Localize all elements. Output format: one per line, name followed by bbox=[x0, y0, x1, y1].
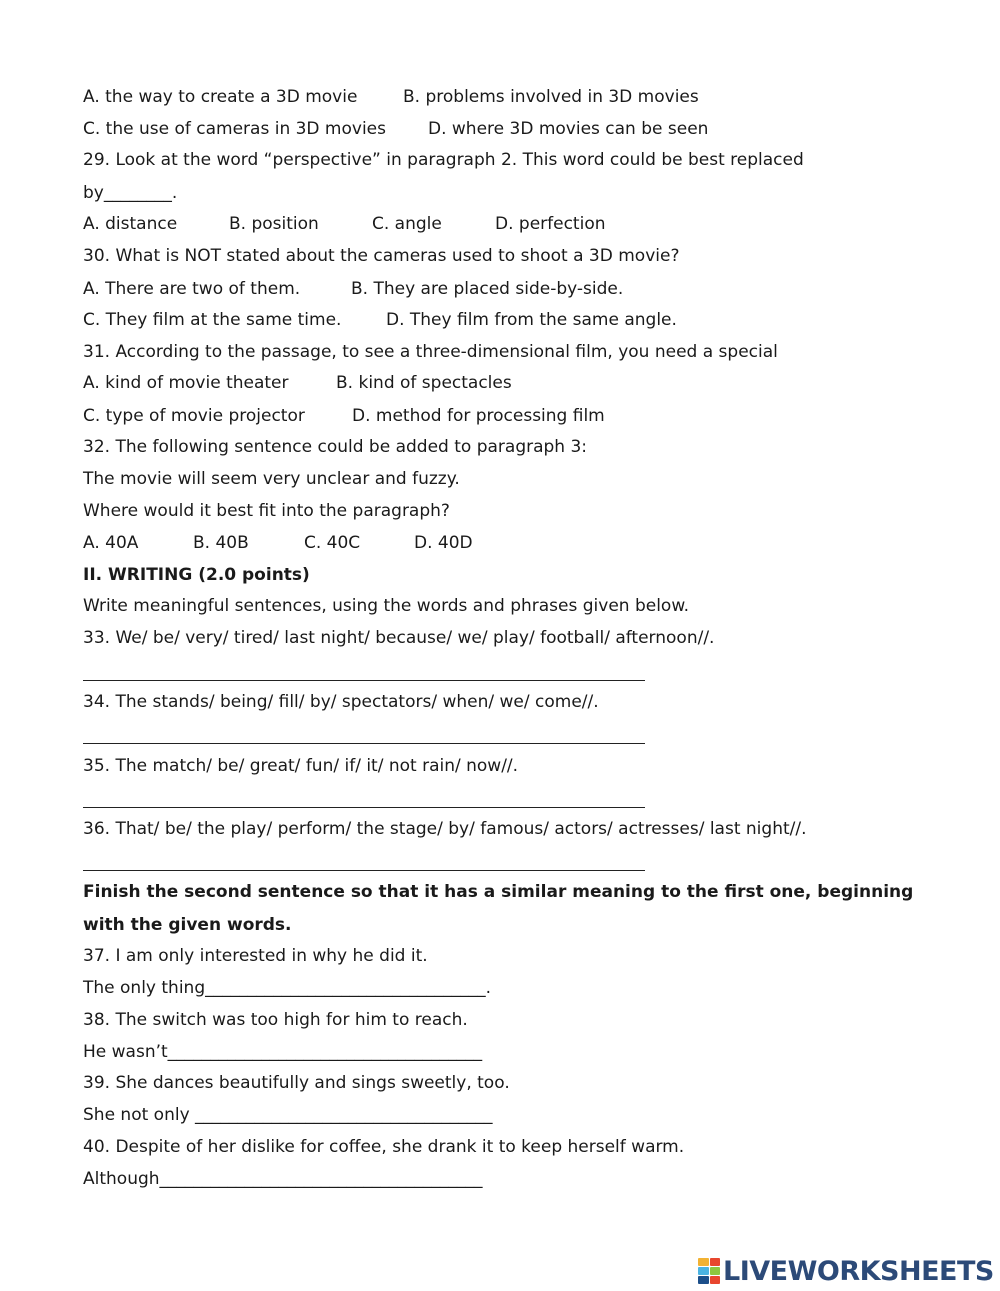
q32-option-d: D. 40D bbox=[414, 533, 473, 553]
q30-question: 30. What is NOT stated about the cameras used to shoot a 3D movie? bbox=[83, 246, 680, 266]
writing-heading: II. WRITING (2.0 points) bbox=[83, 565, 310, 585]
q30-option-a: A. There are two of them. bbox=[83, 279, 301, 299]
q32-option-c: C. 40C bbox=[304, 533, 361, 553]
q28-option-c: C. the use of cameras in 3D movies bbox=[83, 119, 386, 139]
q28-option-b: B. problems involved in 3D movies bbox=[403, 87, 699, 107]
q29-question: 29. Look at the word “perspective” in paragraph 2. This word could be best replaced bbox=[83, 150, 804, 170]
q38-answer-start[interactable]: He wasn’t_____________________________________ bbox=[83, 1042, 483, 1062]
liveworksheets-logo-text: LIVEWORKSHEETS bbox=[723, 1255, 994, 1287]
q28-option-a: A. the way to create a 3D movie bbox=[83, 87, 358, 107]
q29-question-cont: by________. bbox=[83, 183, 178, 203]
q31-option-c: C. type of movie projector bbox=[83, 406, 305, 426]
q32-question: 32. The following sentence could be added to paragraph 3: bbox=[83, 437, 588, 457]
q28-option-d: D. where 3D movies can be seen bbox=[428, 119, 709, 139]
q30-option-c: C. They film at the same time. bbox=[83, 310, 342, 330]
rewrite-instruction: Finish the second sentence so that it has a similar meaning to the first one, beginning bbox=[83, 882, 914, 902]
q39-sentence: 39. She dances beautifully and sings sweetly, too. bbox=[83, 1073, 510, 1093]
rewrite-instruction-cont: with the given words. bbox=[83, 915, 292, 935]
q31-question: 31. According to the passage, to see a three-dimensional film, you need a special bbox=[83, 342, 778, 362]
q32-option-a: A. 40A bbox=[83, 533, 139, 553]
q40-sentence: 40. Despite of her dislike for coffee, she drank it to keep herself warm. bbox=[83, 1137, 685, 1157]
q29-option-c: C. angle bbox=[372, 214, 442, 234]
q29-option-b: B. position bbox=[229, 214, 319, 234]
q32-prompt: Where would it best fit into the paragraph? bbox=[83, 501, 450, 521]
q37-sentence: 37. I am only interested in why he did it. bbox=[83, 946, 428, 966]
q29-option-a: A. distance bbox=[83, 214, 178, 234]
q36-prompt: 36. That/ be/ the play/ perform/ the stage/ by/ famous/ actors/ actresses/ last night//. bbox=[83, 819, 807, 839]
writing-instruction: Write meaningful sentences, using the words and phrases given below. bbox=[83, 596, 690, 616]
q31-option-a: A. kind of movie theater bbox=[83, 373, 289, 393]
q37-answer-start[interactable]: The only thing_________________________________. bbox=[83, 978, 492, 998]
q34-prompt: 34. The stands/ being/ fill/ by/ spectators/ when/ we/ come//. bbox=[83, 692, 599, 712]
q31-option-d: D. method for processing film bbox=[352, 406, 605, 426]
q36-answer-line[interactable] bbox=[83, 870, 645, 871]
q32-option-b: B. 40B bbox=[193, 533, 249, 553]
q35-prompt: 35. The match/ be/ great/ fun/ if/ it/ not rain/ now//. bbox=[83, 756, 519, 776]
q35-answer-line[interactable] bbox=[83, 807, 645, 808]
q33-prompt: 33. We/ be/ very/ tired/ last night/ because/ we/ play/ football/ afternoon//. bbox=[83, 628, 715, 648]
q30-option-b: B. They are placed side-by-side. bbox=[351, 279, 624, 299]
q32-sentence: The movie will seem very unclear and fuzzy. bbox=[83, 469, 460, 489]
q33-answer-line[interactable] bbox=[83, 680, 645, 681]
q31-option-b: B. kind of spectacles bbox=[336, 373, 512, 393]
q38-sentence: 38. The switch was too high for him to reach. bbox=[83, 1010, 468, 1030]
q40-answer-start[interactable]: Although______________________________________ bbox=[83, 1169, 483, 1189]
q29-option-d: D. perfection bbox=[495, 214, 606, 234]
liveworksheets-mark-icon bbox=[698, 1258, 720, 1284]
q39-answer-start[interactable]: She not only ___________________________________ bbox=[83, 1105, 493, 1125]
q30-option-d: D. They film from the same angle. bbox=[386, 310, 677, 330]
q34-answer-line[interactable] bbox=[83, 743, 645, 744]
liveworksheets-logo bbox=[698, 1256, 994, 1286]
